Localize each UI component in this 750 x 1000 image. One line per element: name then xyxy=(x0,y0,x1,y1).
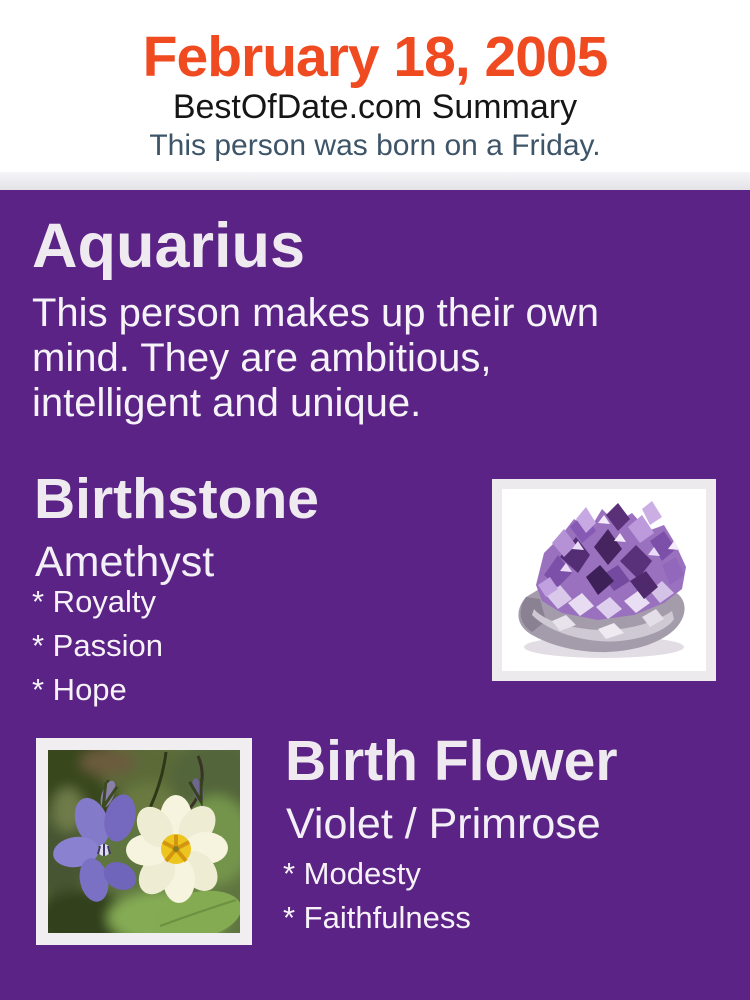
purple-summary-section xyxy=(0,190,750,1000)
birth-flower-trait-list xyxy=(283,854,471,942)
birthstone-trait: * Passion xyxy=(32,628,163,663)
zodiac-description-line: mind. They are ambitious, xyxy=(32,336,492,380)
violet-primrose-illustration xyxy=(48,750,240,933)
birthstone-trait-list xyxy=(32,582,163,714)
born-day-note: This person was born on a Friday. xyxy=(149,129,601,162)
birth-flower-name: Violet / Primrose xyxy=(286,800,601,848)
birth-flower-heading: Birth Flower xyxy=(285,729,618,793)
zodiac-description-line: intelligent and unique. xyxy=(32,381,422,425)
birth-flower-trait: * Faithfulness xyxy=(283,900,471,935)
site-summary-subtitle: BestOfDate.com Summary xyxy=(172,88,578,126)
zodiac-sign-title: Aquarius xyxy=(32,211,306,281)
zodiac-description-line: This person makes up their own xyxy=(32,291,599,335)
amethyst-crystal-illustration xyxy=(502,489,706,671)
birth-flower-photo xyxy=(36,738,252,945)
birth-flower-trait: * Modesty xyxy=(283,856,421,891)
birthstone-trait: * Hope xyxy=(32,672,127,707)
birthstone-trait: * Royalty xyxy=(32,584,157,619)
birthstone-name: Amethyst xyxy=(35,538,215,586)
date-title: February 18, 2005 xyxy=(142,25,608,89)
zodiac-description xyxy=(32,291,599,426)
amethyst-photo xyxy=(492,479,716,681)
birthstone-heading: Birthstone xyxy=(34,467,319,531)
header-divider xyxy=(0,172,750,190)
